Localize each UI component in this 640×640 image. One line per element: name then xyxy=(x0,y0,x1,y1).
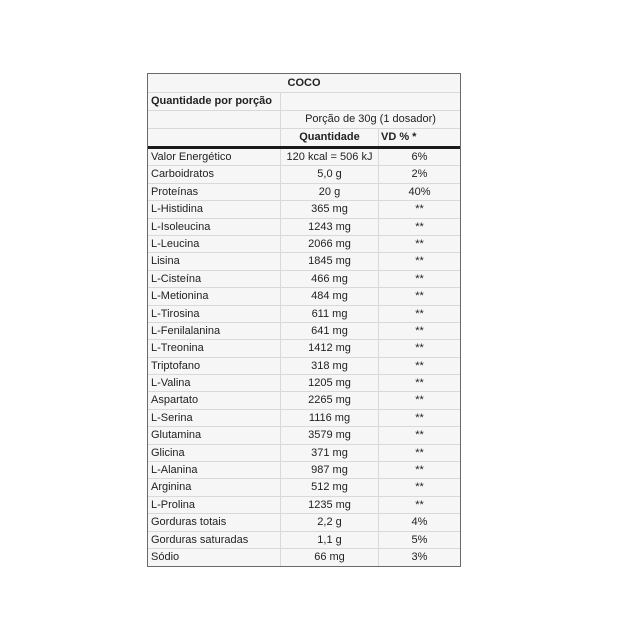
nutrient-vd: ** xyxy=(415,255,424,268)
header-row-columns xyxy=(148,129,460,149)
nutrient-vd: ** xyxy=(415,237,424,250)
nutrient-vd: 6% xyxy=(411,151,428,163)
nutrient-vd: ** xyxy=(415,324,424,337)
nutrient-name: L-Serina xyxy=(148,410,281,426)
nutrient-quantity: 1205 mg xyxy=(281,375,379,391)
nutrient-name: L-Prolina xyxy=(148,497,281,513)
nutrient-vd: ** xyxy=(415,394,424,407)
nutrient-name: Gorduras totais xyxy=(148,514,281,530)
table-row xyxy=(148,271,460,288)
nutrient-vd: ** xyxy=(415,290,424,303)
nutrient-quantity: 611 mg xyxy=(281,306,379,322)
nutrient-name: L-Alanina xyxy=(148,462,281,478)
nutrient-name: L-Isoleucina xyxy=(148,219,281,235)
nutrient-quantity: 1235 mg xyxy=(281,497,379,513)
table-row xyxy=(148,427,460,444)
nutrient-quantity: 3579 mg xyxy=(281,427,379,443)
nutrient-quantity: 1412 mg xyxy=(281,340,379,356)
nutrient-vd: ** xyxy=(415,359,424,372)
nutrient-quantity: 1116 mg xyxy=(281,410,379,426)
nutrient-quantity: 365 mg xyxy=(281,201,379,217)
table-row xyxy=(148,358,460,375)
nutrient-quantity: 2265 mg xyxy=(281,392,379,408)
nutrient-quantity: 484 mg xyxy=(281,288,379,304)
nutrition-table xyxy=(147,73,461,567)
nutrient-quantity: 1845 mg xyxy=(281,253,379,269)
nutrient-quantity: 20 g xyxy=(281,184,379,200)
table-row xyxy=(148,532,460,549)
nutrient-name: L-Valina xyxy=(148,375,281,391)
nutrient-quantity: 318 mg xyxy=(281,358,379,374)
nutrient-name: Valor Energético xyxy=(148,149,281,165)
nutrient-name: Arginina xyxy=(148,479,281,495)
nutrient-name: L-Tirosina xyxy=(148,306,281,322)
nutrient-name: L-Treonina xyxy=(148,340,281,356)
table-row xyxy=(148,184,460,201)
nutrient-name: Aspartato xyxy=(148,392,281,408)
nutrient-vd: ** xyxy=(415,307,424,320)
table-row xyxy=(148,236,460,253)
nutrient-quantity: 1,1 g xyxy=(281,532,379,548)
nutrient-name: Carboidratos xyxy=(148,166,281,182)
column-header-quantity: Quantidade xyxy=(281,129,379,146)
nutrient-vd: ** xyxy=(415,481,424,494)
table-row xyxy=(148,166,460,183)
nutrient-vd: ** xyxy=(415,203,424,216)
nutrient-name: L-Metionina xyxy=(148,288,281,304)
nutrient-quantity: 2,2 g xyxy=(281,514,379,530)
nutrient-vd: ** xyxy=(415,272,424,285)
nutrient-name: Proteínas xyxy=(148,184,281,200)
table-row xyxy=(148,306,460,323)
header-row-quantity-per-portion xyxy=(148,93,460,111)
nutrient-quantity: 1243 mg xyxy=(281,219,379,235)
table-row xyxy=(148,323,460,340)
nutrient-vd: ** xyxy=(415,377,424,390)
nutrient-vd: 4% xyxy=(411,516,428,529)
table-row xyxy=(148,201,460,218)
table-body xyxy=(148,149,460,566)
nutrient-quantity: 66 mg xyxy=(281,549,379,566)
nutrient-name: L-Histidina xyxy=(148,201,281,217)
nutrient-vd: ** xyxy=(415,464,424,477)
header-row-portion xyxy=(148,111,460,129)
nutrient-vd: 40% xyxy=(408,185,431,198)
table-row xyxy=(148,253,460,270)
nutrient-quantity: 5,0 g xyxy=(281,166,379,182)
nutrient-name: Gorduras saturadas xyxy=(148,532,281,548)
nutrient-vd: ** xyxy=(415,429,424,442)
nutrient-name: Glutamina xyxy=(148,427,281,443)
quantity-per-portion-label: Quantidade por porção xyxy=(148,93,281,110)
table-row xyxy=(148,340,460,357)
table-row xyxy=(148,375,460,392)
nutrient-vd: ** xyxy=(415,411,424,424)
nutrient-quantity: 466 mg xyxy=(281,271,379,287)
table-row xyxy=(148,288,460,305)
nutrient-vd: ** xyxy=(415,220,424,233)
nutrient-quantity: 2066 mg xyxy=(281,236,379,252)
nutrient-vd: ** xyxy=(415,446,424,459)
nutrient-quantity: 987 mg xyxy=(281,462,379,478)
nutrient-quantity: 120 kcal = 506 kJ xyxy=(281,149,379,165)
table-row xyxy=(148,514,460,531)
table-row xyxy=(148,479,460,496)
nutrient-name: Sódio xyxy=(148,549,281,566)
table-row xyxy=(148,497,460,514)
table-row xyxy=(148,392,460,409)
nutrient-vd: 5% xyxy=(411,533,428,546)
nutrient-vd: ** xyxy=(415,342,424,355)
nutrient-name: L-Fenilalanina xyxy=(148,323,281,339)
nutrient-vd: 3% xyxy=(411,550,428,563)
table-row xyxy=(148,149,460,166)
table-title: COCO xyxy=(148,74,460,93)
nutrient-name: Glicina xyxy=(148,445,281,461)
table-row xyxy=(148,549,460,566)
table-row xyxy=(148,462,460,479)
nutrient-name: L-Leucina xyxy=(148,236,281,252)
table-row xyxy=(148,410,460,427)
portion-label: Porção de 30g (1 dosador) xyxy=(305,113,436,125)
nutrient-name: L-Cisteína xyxy=(148,271,281,287)
nutrient-quantity: 641 mg xyxy=(281,323,379,339)
nutrient-name: Lisina xyxy=(148,253,281,269)
table-row xyxy=(148,219,460,236)
column-header-vd: VD % * xyxy=(381,131,417,143)
nutrient-quantity: 512 mg xyxy=(281,479,379,495)
nutrient-name: Triptofano xyxy=(148,358,281,374)
nutrient-vd: ** xyxy=(415,498,424,511)
nutrient-vd: 2% xyxy=(411,168,428,181)
nutrient-quantity: 371 mg xyxy=(281,445,379,461)
table-row xyxy=(148,445,460,462)
